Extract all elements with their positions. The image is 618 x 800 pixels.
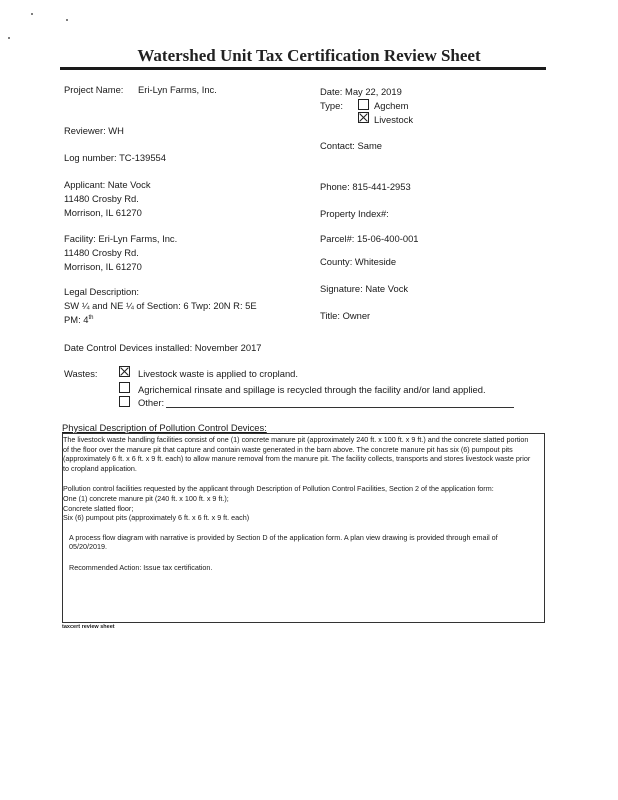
waste-other-label: Other:	[138, 397, 165, 408]
type-livestock-label: Livestock	[374, 114, 414, 125]
waste-other-checkbox[interactable]	[119, 396, 130, 407]
description-paragraph-3: A process flow diagram with narrative is provided by Section D of the application form. A plan view drawing is provided through email of 05/20/2019.	[69, 532, 498, 552]
type-agchem-checkbox[interactable]	[358, 99, 369, 110]
waste-agrichemical-label: Agrichemical rinsate and spillage is recycled through the facility and/or land applied.	[138, 384, 486, 395]
contact-field: Contact: Same	[320, 140, 383, 151]
scan-speck	[66, 19, 68, 21]
page-title: Watershed Unit Tax Certification Review Sheet	[137, 46, 481, 65]
legal-pm-suffix: th	[88, 314, 94, 321]
title-rule	[60, 67, 546, 70]
reviewer: Reviewer: WH	[64, 125, 124, 136]
type-livestock-checkbox[interactable]	[358, 112, 369, 123]
scan-speck	[31, 13, 33, 15]
scan-speck	[8, 37, 10, 39]
description-item-2: Concrete slatted floor;	[63, 503, 134, 513]
applicant-city: Morrison, IL 61270	[64, 207, 142, 218]
type-agchem-label: Agchem	[374, 100, 409, 111]
facility-name: Facility: Eri-Lyn Farms, Inc.	[64, 233, 178, 244]
legal-pm	[64, 314, 94, 325]
description-paragraph-1: The livestock waste handling facilities consist of one (1) concrete manure pit (approximately 240 ft. x 100 ft. x 9 ft.) and the concrete slatted portion of the floor over the manure pit that capture and contain waste generated in the barn above. The concrete manure pit has six (6) pumpout pits (approximately 6 ft. x 6 ft. x 9 ft. each) to allow manure removal from the manure pit. The facility collects, transports and stores livestock waste prior to cropland application.	[63, 435, 531, 473]
footer-label: taxcert review sheet	[62, 624, 115, 630]
description-content	[63, 435, 536, 573]
project-name-label: Project Name:	[64, 84, 124, 95]
waste-livestock-label: Livestock waste is applied to cropland.	[138, 368, 298, 379]
title-field: Title: Owner	[320, 310, 371, 321]
description-item-3: Six (6) pumpout pits (approximately 6 ft. x 6 ft. x 9 ft. each)	[63, 513, 250, 523]
date-installed: Date Control Devices installed: November 2017	[64, 342, 262, 353]
signature-field: Signature: Nate Vock	[320, 283, 409, 294]
legal-description-label: Legal Description:	[64, 286, 140, 297]
facility-city: Morrison, IL 61270	[64, 261, 142, 272]
wastes-label: Wastes:	[64, 368, 98, 379]
legal-pm-value: PM: 4	[64, 314, 89, 325]
property-index-field: Property Index#:	[320, 208, 389, 219]
county-field: County: Whiteside	[320, 256, 397, 267]
facility-street: 11480 Crosby Rd.	[64, 247, 139, 258]
recommended-action: Recommended Action: Issue tax certification.	[69, 562, 213, 572]
type-label: Type:	[320, 100, 343, 111]
date-field: Date: May 22, 2019	[320, 86, 402, 97]
waste-livestock-checkbox[interactable]	[119, 366, 130, 377]
applicant-name: Applicant: Nate Vock	[64, 179, 151, 190]
parcel-field: Parcel#: 15-06-400-001	[320, 233, 419, 244]
phone-field: Phone: 815-441-2953	[320, 181, 411, 192]
description-paragraph-2: Pollution control facilities requested by the applicant through Description of Pollution Control Facilities, Section 2 of the application form:	[63, 484, 494, 494]
log-number: Log number: TC-139554	[64, 152, 166, 163]
waste-other-line[interactable]	[166, 407, 514, 408]
applicant-street: 11480 Crosby Rd.	[64, 193, 139, 204]
waste-agrichemical-checkbox[interactable]	[119, 382, 130, 393]
legal-description-line: SW ¼ and NE ¼ of Section: 6 Twp: 20N R: 5E	[64, 300, 257, 311]
project-name-value: Eri-Lyn Farms, Inc.	[138, 84, 217, 95]
physical-description-heading: Physical Description of Pollution Control Devices:	[62, 422, 267, 433]
description-item-1: One (1) concrete manure pit (240 ft. x 100 ft. x 9 ft.);	[63, 493, 229, 503]
